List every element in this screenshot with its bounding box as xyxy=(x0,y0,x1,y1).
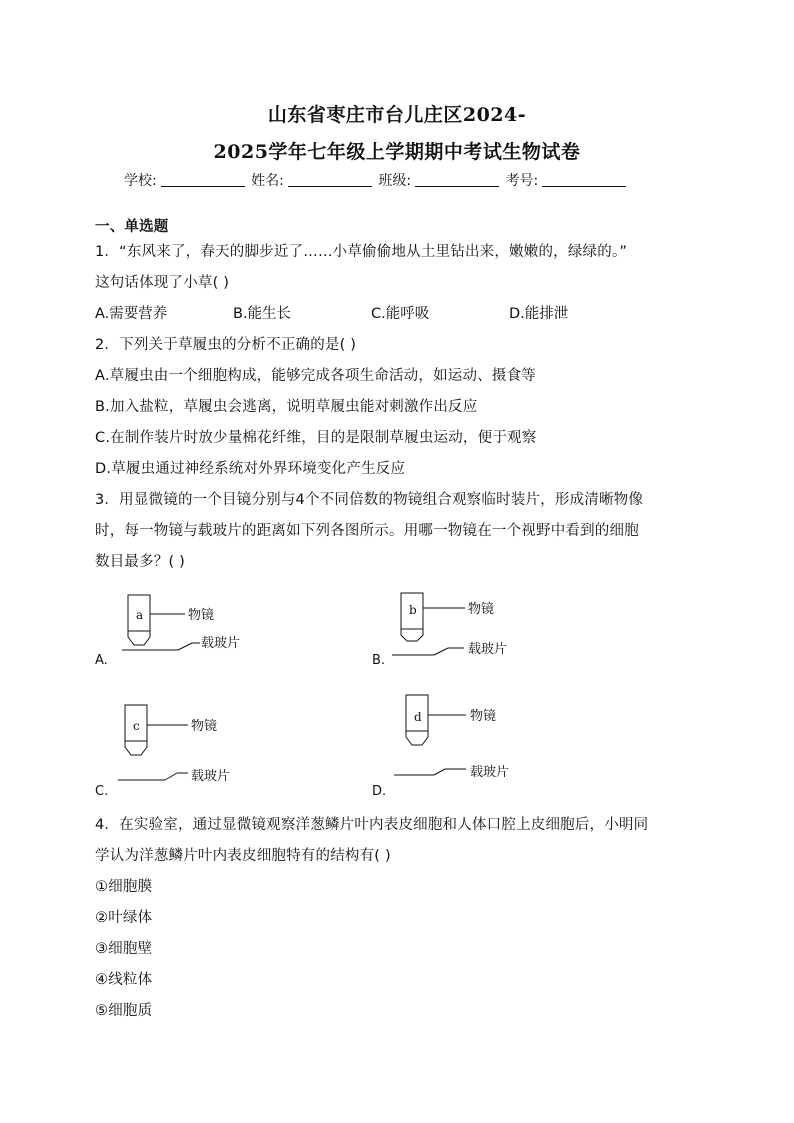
question-1-line-2: 这句话体现了小草( ) xyxy=(95,275,230,291)
objective-diagram-a xyxy=(100,590,260,660)
lens-letter-c: c xyxy=(133,719,140,733)
objective-diagram-b xyxy=(390,588,550,663)
slide-label-c: 载玻片 xyxy=(191,769,231,784)
question-1-line-1: 1．“东风来了，春天的脚步近了……小草偷偷地从土里钻出来，嫩嫩的，绿绿的。” xyxy=(95,244,628,260)
objective-diagram-c xyxy=(110,700,270,790)
question-4-item-1: ①细胞膜 xyxy=(95,879,153,895)
question-2-number: 2． xyxy=(95,337,120,353)
objective-lens-c xyxy=(118,705,188,780)
question-2-option-b[interactable]: B.加入盐粒，草履虫会逃离，说明草履虫能对刺激作出反应 xyxy=(95,399,478,415)
question-4-number: 4． xyxy=(95,817,120,833)
exam-number-blank[interactable] xyxy=(542,172,626,187)
lens-letter-b: b xyxy=(409,603,417,617)
exam-title-line-2: 2025学年七年级上学期期中考试生物试卷 xyxy=(213,141,581,163)
question-1-option-c[interactable]: C.能呼吸 xyxy=(371,306,430,322)
question-2-option-d[interactable]: D.草履虫通过神经系统对外界环境变化产生反应 xyxy=(95,461,406,477)
question-4-item-2: ②叶绿体 xyxy=(95,910,153,926)
objective-label-c: 物镜 xyxy=(191,719,218,734)
objective-label-b: 物镜 xyxy=(468,602,495,617)
question-3-option-c-letter[interactable]: C. xyxy=(95,784,109,799)
name-label: 姓名: xyxy=(251,173,284,189)
slide-label-d: 载玻片 xyxy=(470,765,510,780)
question-1-option-a[interactable]: A.需要营养 xyxy=(95,306,168,322)
question-4-item-5: ⑤细胞质 xyxy=(95,1003,153,1019)
question-2-option-a[interactable]: A.草履虫由一个细胞构成，能够完成各项生命活动，如运动、摄食等 xyxy=(95,368,536,384)
objective-label-a: 物镜 xyxy=(188,608,215,623)
question-4-item-3: ③细胞壁 xyxy=(95,941,153,957)
class-label: 班级: xyxy=(378,173,412,189)
school-label: 学校: xyxy=(124,173,157,189)
question-3-option-a-letter[interactable]: A. xyxy=(95,653,108,668)
question-1-option-d[interactable]: D.能排泄 xyxy=(509,306,569,322)
objective-lens-d xyxy=(394,695,466,775)
slide-label-a: 载玻片 xyxy=(201,636,241,651)
question-4-line-1: 4．在实验室，通过显微镜观察洋葱鳞片叶内表皮细胞和人体口腔上皮细胞后，小明同 xyxy=(95,817,649,833)
question-3-line-3: 数目最多？( ) xyxy=(95,554,186,570)
question-2-line-1: 2．下列关于草履虫的分析不正确的是( ) xyxy=(95,337,357,353)
lens-letter-a: a xyxy=(136,608,144,622)
exam-title-line-1: 山东省枣庄市台儿庄区2024- xyxy=(267,104,527,126)
question-1-option-b[interactable]: B.能生长 xyxy=(233,306,292,322)
question-4-item-4: ④线粒体 xyxy=(95,972,153,988)
student-info-row xyxy=(124,170,628,190)
question-3-line-1: 3．用显微镜的一个目镜分别与4个不同倍数的物镜组合观察临时装片，形成清晰物像 xyxy=(95,492,644,508)
question-3-line-2: 时，每一物镜与载玻片的距离如下列各图所示。用哪一物镜在一个视野中看到的细胞 xyxy=(95,523,639,539)
question-3-option-b-letter[interactable]: B. xyxy=(372,653,386,668)
question-3-number: 3． xyxy=(95,492,120,508)
question-2-option-c[interactable]: C.在制作装片时放少量棉花纤维，目的是限制草履虫运动，便于观察 xyxy=(95,430,537,446)
objective-label-d: 物镜 xyxy=(470,709,497,724)
question-4-line-2: 学认为洋葱鳞片叶内表皮细胞特有的结构有( ) xyxy=(95,848,391,864)
exam-number-label: 考号: xyxy=(505,173,539,189)
school-blank[interactable] xyxy=(161,172,245,187)
question-1-number: 1． xyxy=(95,244,120,260)
objective-lens-b xyxy=(392,593,465,655)
class-blank[interactable] xyxy=(415,172,499,187)
question-3-option-d-letter[interactable]: D. xyxy=(372,784,387,799)
slide-label-b: 载玻片 xyxy=(468,642,508,657)
section-heading: 一、单选题 xyxy=(95,219,169,235)
name-blank[interactable] xyxy=(288,172,372,187)
objective-diagram-d xyxy=(390,690,550,785)
lens-letter-d: d xyxy=(414,710,422,724)
